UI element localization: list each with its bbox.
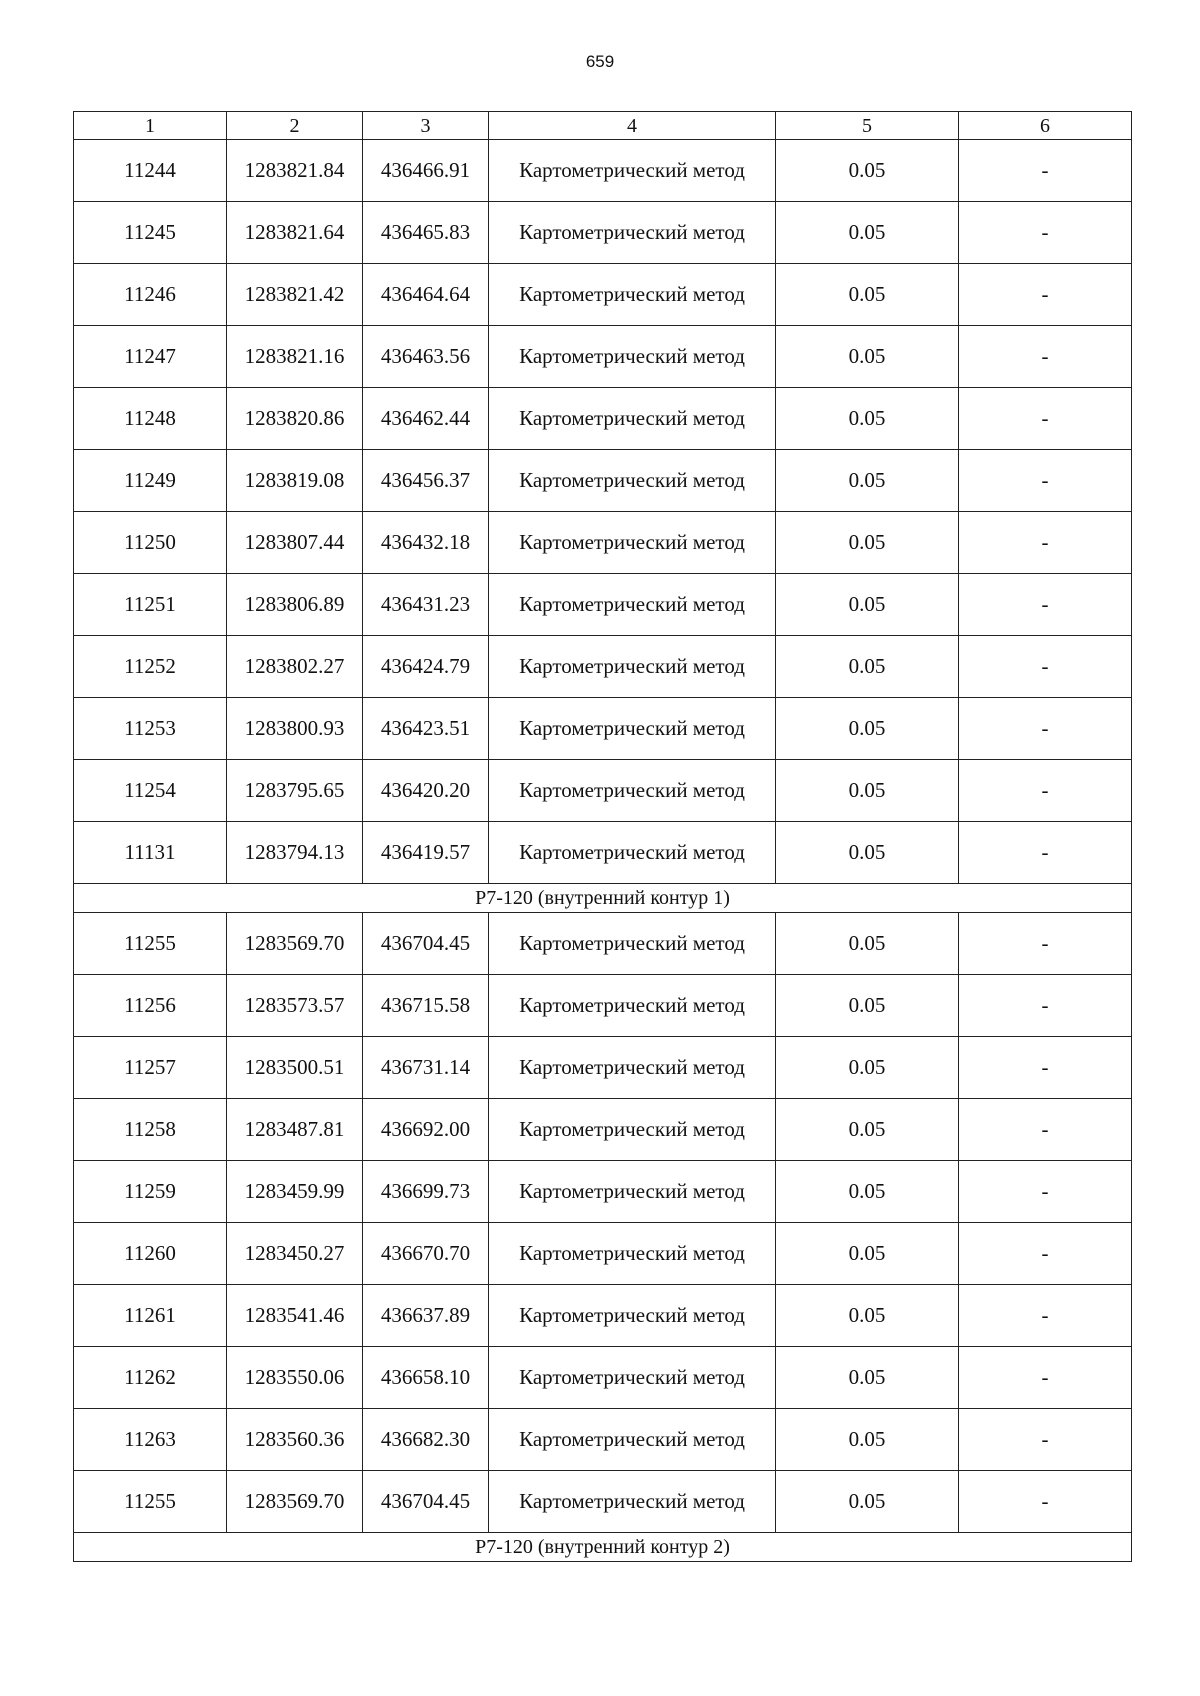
x-coordinate-cell: 1283821.16: [227, 326, 363, 388]
y-coordinate-cell: 436637.89: [363, 1285, 489, 1347]
table-row: [74, 1037, 1132, 1099]
accuracy-cell: 0.05: [776, 1471, 959, 1533]
point-number-cell: 11248: [74, 388, 227, 450]
section-heading-row: [74, 884, 1132, 913]
point-number-cell: 11254: [74, 760, 227, 822]
note-cell: -: [959, 636, 1132, 698]
x-coordinate-cell: 1283487.81: [227, 1099, 363, 1161]
y-coordinate-cell: 436465.83: [363, 202, 489, 264]
method-cell: Картометрический метод: [489, 636, 776, 698]
point-number-cell: 11255: [74, 913, 227, 975]
note-cell: -: [959, 1471, 1132, 1533]
accuracy-cell: 0.05: [776, 1161, 959, 1223]
y-coordinate-cell: 436432.18: [363, 512, 489, 574]
method-cell: Картометрический метод: [489, 1161, 776, 1223]
point-number-cell: 11253: [74, 698, 227, 760]
note-cell: -: [959, 975, 1132, 1037]
point-number-cell: 11260: [74, 1223, 227, 1285]
method-cell: Картометрический метод: [489, 574, 776, 636]
accuracy-cell: 0.05: [776, 1223, 959, 1285]
x-coordinate-cell: 1283450.27: [227, 1223, 363, 1285]
table-row: [74, 822, 1132, 884]
accuracy-cell: 0.05: [776, 140, 959, 202]
note-cell: -: [959, 1223, 1132, 1285]
method-cell: Картометрический метод: [489, 1099, 776, 1161]
method-cell: Картометрический метод: [489, 1037, 776, 1099]
point-number-cell: 11247: [74, 326, 227, 388]
table-row: [74, 512, 1132, 574]
x-coordinate-cell: 1283459.99: [227, 1161, 363, 1223]
accuracy-cell: 0.05: [776, 512, 959, 574]
table-row: [74, 1099, 1132, 1161]
section-heading-row: [74, 1533, 1132, 1562]
method-cell: Картометрический метод: [489, 975, 776, 1037]
y-coordinate-cell: 436424.79: [363, 636, 489, 698]
note-cell: -: [959, 264, 1132, 326]
table-header-row: [74, 112, 1132, 140]
y-coordinate-cell: 436704.45: [363, 1471, 489, 1533]
accuracy-cell: 0.05: [776, 636, 959, 698]
table-row: [74, 1223, 1132, 1285]
table-row: [74, 1347, 1132, 1409]
note-cell: -: [959, 512, 1132, 574]
x-coordinate-cell: 1283820.86: [227, 388, 363, 450]
y-coordinate-cell: 436658.10: [363, 1347, 489, 1409]
accuracy-cell: 0.05: [776, 264, 959, 326]
column-header: 3: [363, 112, 489, 140]
table-row: [74, 1285, 1132, 1347]
y-coordinate-cell: 436692.00: [363, 1099, 489, 1161]
accuracy-cell: 0.05: [776, 1037, 959, 1099]
method-cell: Картометрический метод: [489, 1347, 776, 1409]
x-coordinate-cell: 1283573.57: [227, 975, 363, 1037]
method-cell: Картометрический метод: [489, 1285, 776, 1347]
table-row: [74, 574, 1132, 636]
y-coordinate-cell: 436715.58: [363, 975, 489, 1037]
point-number-cell: 11261: [74, 1285, 227, 1347]
accuracy-cell: 0.05: [776, 975, 959, 1037]
note-cell: -: [959, 574, 1132, 636]
column-header: 4: [489, 112, 776, 140]
table-row: [74, 450, 1132, 512]
x-coordinate-cell: 1283807.44: [227, 512, 363, 574]
accuracy-cell: 0.05: [776, 1285, 959, 1347]
table-row: [74, 140, 1132, 202]
x-coordinate-cell: 1283821.64: [227, 202, 363, 264]
y-coordinate-cell: 436731.14: [363, 1037, 489, 1099]
point-number-cell: 11249: [74, 450, 227, 512]
point-number-cell: 11257: [74, 1037, 227, 1099]
y-coordinate-cell: 436699.73: [363, 1161, 489, 1223]
point-number-cell: 11262: [74, 1347, 227, 1409]
table-row: [74, 975, 1132, 1037]
coordinates-table: [73, 111, 1132, 1562]
x-coordinate-cell: 1283795.65: [227, 760, 363, 822]
column-header: 5: [776, 112, 959, 140]
method-cell: Картометрический метод: [489, 1409, 776, 1471]
method-cell: Картометрический метод: [489, 1223, 776, 1285]
method-cell: Картометрический метод: [489, 822, 776, 884]
note-cell: -: [959, 450, 1132, 512]
x-coordinate-cell: 1283821.84: [227, 140, 363, 202]
x-coordinate-cell: 1283821.42: [227, 264, 363, 326]
note-cell: -: [959, 326, 1132, 388]
table-row: [74, 1471, 1132, 1533]
y-coordinate-cell: 436431.23: [363, 574, 489, 636]
point-number-cell: 11256: [74, 975, 227, 1037]
point-number-cell: 11250: [74, 512, 227, 574]
x-coordinate-cell: 1283560.36: [227, 1409, 363, 1471]
note-cell: -: [959, 202, 1132, 264]
note-cell: -: [959, 388, 1132, 450]
accuracy-cell: 0.05: [776, 388, 959, 450]
point-number-cell: 11251: [74, 574, 227, 636]
accuracy-cell: 0.05: [776, 760, 959, 822]
x-coordinate-cell: 1283541.46: [227, 1285, 363, 1347]
page-number: 659: [585, 52, 615, 71]
section-heading: Р7-120 (внутренний контур 1): [74, 884, 1132, 913]
method-cell: Картометрический метод: [489, 326, 776, 388]
accuracy-cell: 0.05: [776, 913, 959, 975]
accuracy-cell: 0.05: [776, 1409, 959, 1471]
accuracy-cell: 0.05: [776, 822, 959, 884]
x-coordinate-cell: 1283802.27: [227, 636, 363, 698]
y-coordinate-cell: 436464.64: [363, 264, 489, 326]
y-coordinate-cell: 436456.37: [363, 450, 489, 512]
note-cell: -: [959, 140, 1132, 202]
y-coordinate-cell: 436670.70: [363, 1223, 489, 1285]
y-coordinate-cell: 436462.44: [363, 388, 489, 450]
y-coordinate-cell: 436682.30: [363, 1409, 489, 1471]
x-coordinate-cell: 1283806.89: [227, 574, 363, 636]
y-coordinate-cell: 436423.51: [363, 698, 489, 760]
y-coordinate-cell: 436420.20: [363, 760, 489, 822]
method-cell: Картометрический метод: [489, 760, 776, 822]
note-cell: -: [959, 760, 1132, 822]
point-number-cell: 11258: [74, 1099, 227, 1161]
x-coordinate-cell: 1283569.70: [227, 913, 363, 975]
method-cell: Картометрический метод: [489, 264, 776, 326]
table-row: [74, 636, 1132, 698]
table-row: [74, 1409, 1132, 1471]
x-coordinate-cell: 1283794.13: [227, 822, 363, 884]
column-header: 1: [74, 112, 227, 140]
accuracy-cell: 0.05: [776, 326, 959, 388]
column-header: 2: [227, 112, 363, 140]
note-cell: -: [959, 698, 1132, 760]
point-number-cell: 11263: [74, 1409, 227, 1471]
point-number-cell: 11131: [74, 822, 227, 884]
x-coordinate-cell: 1283800.93: [227, 698, 363, 760]
table-row: [74, 326, 1132, 388]
accuracy-cell: 0.05: [776, 574, 959, 636]
method-cell: Картометрический метод: [489, 913, 776, 975]
method-cell: Картометрический метод: [489, 512, 776, 574]
table-row: [74, 698, 1132, 760]
note-cell: -: [959, 913, 1132, 975]
method-cell: Картометрический метод: [489, 450, 776, 512]
note-cell: -: [959, 1099, 1132, 1161]
x-coordinate-cell: 1283500.51: [227, 1037, 363, 1099]
method-cell: Картометрический метод: [489, 140, 776, 202]
point-number-cell: 11252: [74, 636, 227, 698]
point-number-cell: 11259: [74, 1161, 227, 1223]
y-coordinate-cell: 436419.57: [363, 822, 489, 884]
point-number-cell: 11246: [74, 264, 227, 326]
y-coordinate-cell: 436704.45: [363, 913, 489, 975]
table-row: [74, 264, 1132, 326]
accuracy-cell: 0.05: [776, 1347, 959, 1409]
x-coordinate-cell: 1283569.70: [227, 1471, 363, 1533]
note-cell: -: [959, 1347, 1132, 1409]
note-cell: -: [959, 1409, 1132, 1471]
table-row: [74, 1161, 1132, 1223]
note-cell: -: [959, 1037, 1132, 1099]
x-coordinate-cell: 1283550.06: [227, 1347, 363, 1409]
point-number-cell: 11245: [74, 202, 227, 264]
table-body: [74, 112, 1132, 1562]
column-header: 6: [959, 112, 1132, 140]
note-cell: -: [959, 1285, 1132, 1347]
note-cell: -: [959, 822, 1132, 884]
section-heading: Р7-120 (внутренний контур 2): [74, 1533, 1132, 1562]
y-coordinate-cell: 436466.91: [363, 140, 489, 202]
accuracy-cell: 0.05: [776, 698, 959, 760]
method-cell: Картометрический метод: [489, 698, 776, 760]
note-cell: -: [959, 1161, 1132, 1223]
table-row: [74, 202, 1132, 264]
x-coordinate-cell: 1283819.08: [227, 450, 363, 512]
method-cell: Картометрический метод: [489, 202, 776, 264]
point-number-cell: 11244: [74, 140, 227, 202]
y-coordinate-cell: 436463.56: [363, 326, 489, 388]
table-row: [74, 913, 1132, 975]
accuracy-cell: 0.05: [776, 202, 959, 264]
accuracy-cell: 0.05: [776, 450, 959, 512]
point-number-cell: 11255: [74, 1471, 227, 1533]
accuracy-cell: 0.05: [776, 1099, 959, 1161]
method-cell: Картометрический метод: [489, 1471, 776, 1533]
table-row: [74, 388, 1132, 450]
method-cell: Картометрический метод: [489, 388, 776, 450]
table-row: [74, 760, 1132, 822]
